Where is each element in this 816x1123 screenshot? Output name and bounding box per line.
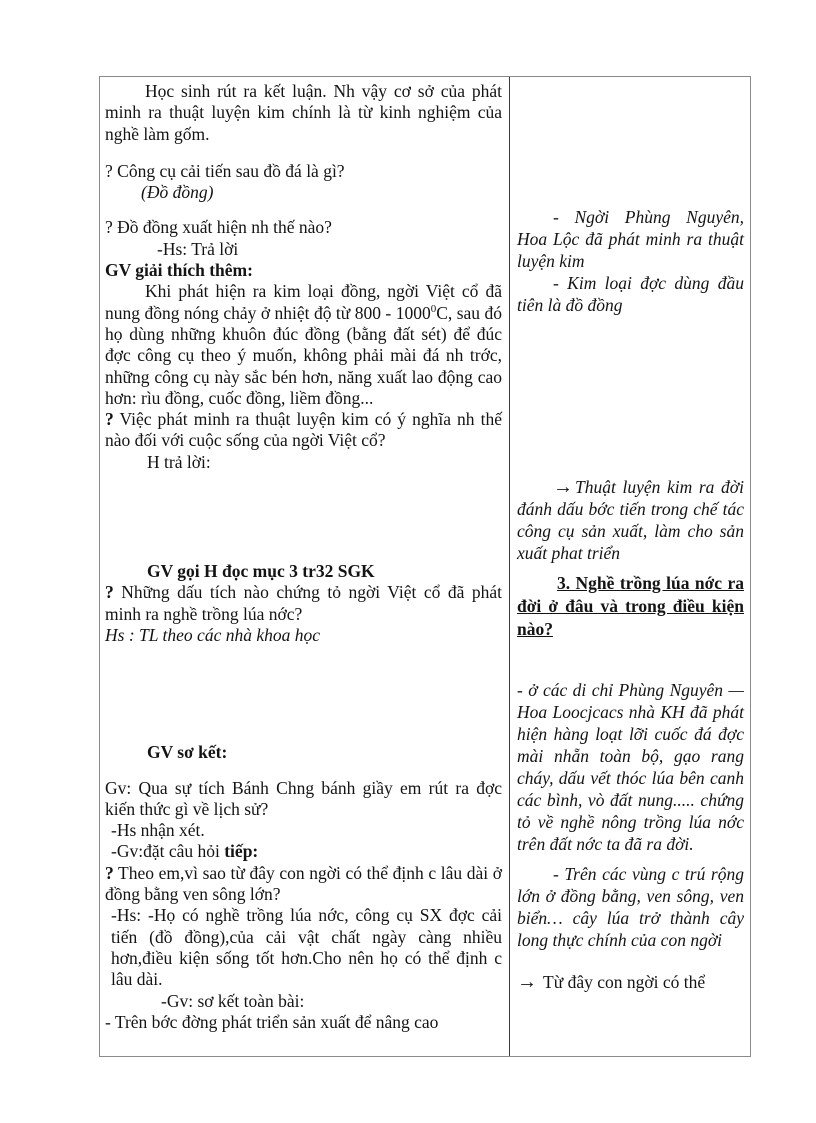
section3-title: 3. Nghề trồng lúa nớc ra đời ở đâu và trong điều kiện nào? bbox=[517, 573, 744, 639]
gv-summary-heading: GV sơ kết: bbox=[147, 742, 228, 763]
para-conclusion: Học sinh rút ra kết luận. Nh vậy cơ sở của phát minh ra thuật luyện kim chính là từ kinh nghiệm của nghề làm gốm. bbox=[105, 81, 502, 144]
question-settle bbox=[105, 863, 502, 906]
question-tool-after-stone: ? Công cụ cải tiến sau đồ đá là gì? bbox=[105, 160, 345, 181]
note-settlement-regions: - Trên các vùng c trú rộng lớn ở đồng bằng, ven sông, ven biển… cây lúa trở thành cây long thực chính của con ngời bbox=[517, 864, 744, 950]
question-mark-bold: ? bbox=[105, 862, 114, 883]
gv-next-question-text: -Gv:đặt câu hỏi bbox=[111, 841, 225, 862]
hs-comment-note: -Hs nhận xét. bbox=[111, 820, 205, 841]
content-column bbox=[510, 77, 750, 1056]
h-answer-note: H trả lời: bbox=[147, 451, 211, 472]
hs-long-answer: -Hs: -Họ có nghề trồng lúa nớc, công cụ SX đợc cải tiến (đồ đồng),của cải vật chất ngày càng nhiều hơn,điều kiện sống tốt hơn.Cho nên họ có thể định c lâu dài. bbox=[111, 905, 502, 990]
note-from-here-arrow bbox=[517, 971, 744, 993]
question-mark-bold: ? bbox=[105, 582, 114, 603]
question-evidence-text: Những dấu tích nào chứng tỏ ngời Việt cổ đã phát minh ra nghề trồng lúa nớc? bbox=[105, 582, 502, 624]
question-evidence bbox=[105, 582, 502, 625]
note-phung-nguyen: - Ngời Phùng Nguyên, Hoa Lộc đã phát minh ra thuật luyện kim bbox=[517, 207, 744, 271]
question-bronze-appear: ? Đồ đồng xuất hiện nh thế nào? bbox=[105, 217, 332, 238]
question-mark-bold: ? bbox=[105, 409, 114, 430]
gv-question-banh-chung: Gv: Qua sự tích Bánh Chng bánh giầy em rút ra đợc kiến thức gì về lịch sử? bbox=[105, 777, 502, 819]
question-settle-text: Theo em,vì sao từ đây con ngời có thể định c lâu dài ở đồng bằng ven sông lớn? bbox=[105, 862, 502, 905]
answer-bronze: (Đồ đồng) bbox=[141, 182, 214, 203]
para-explain-metallurgy bbox=[105, 281, 502, 409]
note-from-here-text: Từ đây con ngời có thể bbox=[539, 972, 706, 992]
gv-whole-lesson-note: -Gv: sơ kết toàn bài: bbox=[161, 990, 305, 1011]
arrow-right-icon: → bbox=[517, 971, 537, 993]
temperature-superscript: 0 bbox=[430, 302, 437, 315]
explain-text-part2: C, sau đó họ dùng những khuôn đúc đồng (bằng đất sét) để đúc đợc công cụ theo ý muốn, không phải mài đá nh trớc, những công cụ này sắc bén hơn, năng xuất lao động cao hơn: rìu đồng, cuốc đồng, liềm đồng... bbox=[105, 302, 502, 408]
hs-tl-note: Hs : TL theo các nhà khoa học bbox=[105, 624, 320, 645]
question-meaning bbox=[105, 409, 502, 452]
note-archaeological-digs: - ở các di chỉ Phùng Nguyên — Hoa Loocjcacs nhà KH đã phát hiện hàng loạt lỡi cuốc đá đợc mài nhẵn toàn bộ, gạo rang cháy, dấu vết thóc lúa bên canh các bình, vò đất nung..... chứng tỏ về nghề nông trồng lúa nớc trên đất nớc ta đã ra đời. bbox=[517, 680, 744, 854]
gv-explain-heading: GV giải thích thêm: bbox=[105, 260, 253, 281]
note-metallurgy-arrow bbox=[517, 476, 744, 564]
final-line: - Trên bớc đờng phát triển sản xuất để nâng cao bbox=[105, 1011, 439, 1032]
note-metallurgy-text: Thuật luyện kim ra đời đánh dấu bớc tiến trong chế tác công cụ sản xuất, làm cho sản xuất phat triển bbox=[517, 477, 744, 563]
arrow-right-icon: → bbox=[553, 476, 573, 498]
gv-call-reading-heading: GV gọi H đọc mục 3 tr32 SGK bbox=[147, 561, 375, 582]
note-first-metal: - Kim loại đợc dùng đầu tiên là đồ đồng bbox=[517, 273, 744, 315]
activities-column bbox=[100, 77, 510, 1056]
question-meaning-text: Việc phát minh ra thuật luyện kim có ý nghĩa nh thế nào đối với cuộc sống của ngời Việt cổ? bbox=[105, 409, 502, 451]
lesson-plan-table bbox=[99, 76, 751, 1057]
gv-next-question-note bbox=[111, 841, 502, 862]
explain-text-part1: Khi phát hiện ra kim loại đồng, ngời Việt cổ đã nung đồng nóng chảy ở nhiệt độ từ 800 - 1000 bbox=[105, 281, 502, 323]
gv-next-question-bold: tiếp: bbox=[224, 841, 259, 862]
student-answer-note: -Hs: Trả lời bbox=[157, 238, 239, 259]
